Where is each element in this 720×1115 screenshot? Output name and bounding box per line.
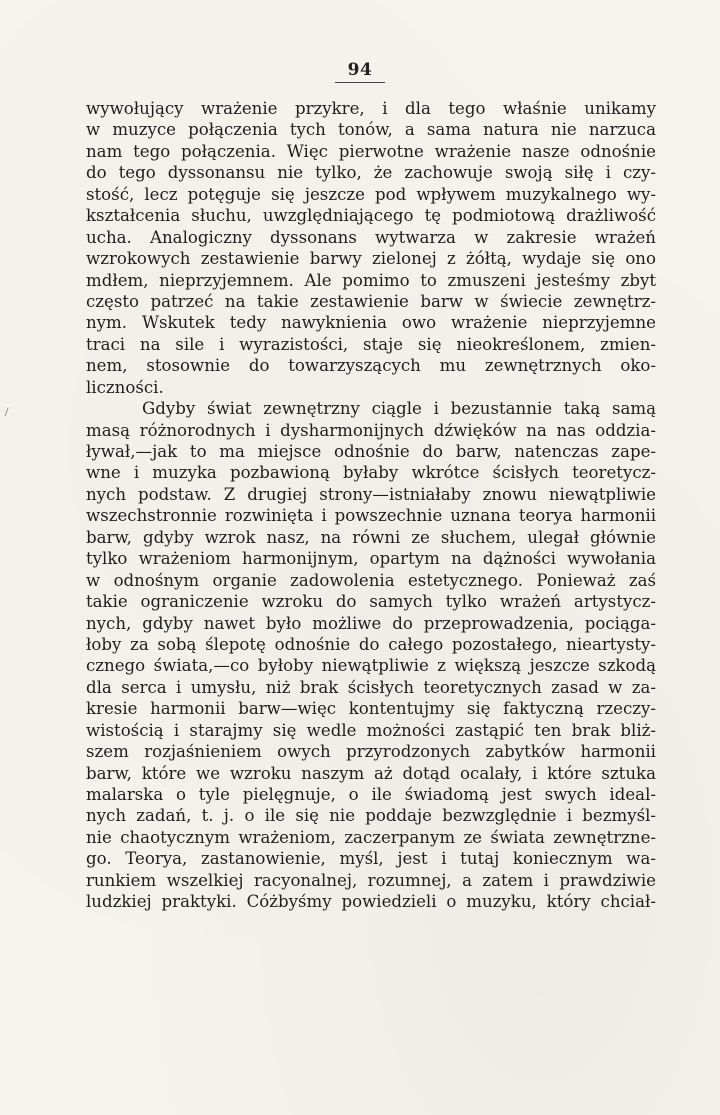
text-line: ludzkiej praktyki. Cóżbyśmy powiedzieli o muzyku, który chciał- bbox=[86, 892, 656, 912]
text-line: nam tego połączenia. Więc pierwotne wrażenie nasze odnośnie bbox=[86, 141, 656, 161]
text-line: wywołujący wrażenie przykre, i dla tego właśnie unikamy bbox=[86, 99, 656, 118]
text-line: w muzyce połączenia tych tonów, a sama natura nie narzuca bbox=[86, 120, 656, 140]
text-line: mdłem, nieprzyjemnem. Ale pomimo to zmuszeni jesteśmy zbyt bbox=[86, 270, 656, 290]
text-line: barw, które we wzroku naszym aż dotąd ocalały, i które sztuka bbox=[86, 763, 656, 783]
text-line: stość, lecz potęguje się jeszcze pod wpływem muzykalnego wy- bbox=[86, 184, 656, 204]
text-line: ływał,—jak to ma miejsce odnośnie do barw, natenczas zape- bbox=[86, 442, 656, 461]
text-line: traci na sile i wyrazistości, staje się nieokreślonem, zmien- bbox=[86, 334, 656, 354]
text-line: w odnośnym organie zadowolenia estetycznego. Ponieważ zaś bbox=[86, 570, 656, 590]
body-text bbox=[86, 98, 656, 913]
text-line: często patrzeć na takie zestawienie barw w świecie zewnętrz- bbox=[86, 291, 656, 311]
text-line: tylko wrażeniom harmonijnym, opartym na dążności wywołania bbox=[86, 549, 656, 569]
paragraph-1 bbox=[86, 98, 656, 398]
text-line: liczności. bbox=[86, 377, 164, 397]
margin-mark bbox=[5, 407, 13, 417]
text-line: runkiem wszelkiej racyonalnej, rozumnej, a zatem i prawdziwie bbox=[86, 870, 656, 890]
text-line: nie chaotycznym wrażeniom, zaczerpanym ze świata zewnętrzne- bbox=[86, 827, 656, 847]
text-line: masą różnorodnych i dysharmonijnych dźwięków na nas oddzia- bbox=[86, 420, 656, 440]
text-line: barw, gdyby wzrok nasz, na równi ze słuchem, ulegał głównie bbox=[86, 527, 656, 547]
text-line: kształcenia słuchu, uwzględniającego tę podmiotową drażliwość bbox=[86, 206, 656, 226]
text-line: malarska o tyle pielęgnuje, o ile świadomą jest swych ideal- bbox=[86, 785, 656, 804]
text-line: szem rozjaśnieniem owych przyrodzonych zabytków harmonii bbox=[86, 742, 656, 762]
text-line: nych zadań, t. j. o ile się nie poddaje bezwzględnie i bezmyśl- bbox=[86, 806, 656, 826]
page-number: 94 bbox=[347, 60, 373, 80]
text-line: wistością i starajmy się wedle możności zastąpić ten brak bliż- bbox=[86, 720, 656, 740]
text-line: Gdyby świat zewnętrzny ciągle i bezustannie taką samą bbox=[142, 399, 656, 419]
text-line: łoby za sobą ślepotę odnośnie do całego pozostałego, nieartysty- bbox=[86, 634, 656, 654]
text-line: nym. Wskutek tedy nawyknienia owo wrażenie nieprzyjemne bbox=[86, 313, 656, 333]
text-line: go. Teorya, zastanowienie, myśl, jest i tutaj koniecznym wa- bbox=[86, 849, 656, 869]
text-line: nych, gdyby nawet było możliwe do przeprowadzenia, pociąga- bbox=[86, 613, 656, 633]
page-number-rule bbox=[335, 82, 385, 83]
text-line: kresie harmonii barw—więc kontentujmy się faktyczną rzeczy- bbox=[86, 699, 656, 719]
text-line: nych podstaw. Z drugiej strony—istniałaby znowu niewątpliwie bbox=[86, 484, 656, 504]
text-line: wne i muzyka pozbawioną byłaby wkrótce ścisłych teoretycz- bbox=[86, 463, 656, 483]
paragraph-2 bbox=[86, 398, 656, 913]
text-line: takie ograniczenie wzroku do samych tylko wrażeń artystycz- bbox=[86, 592, 656, 612]
text-line: do tego dyssonansu nie tylko, że zachowuje swoją siłę i czy- bbox=[86, 163, 656, 183]
text-line: wszechstronnie rozwinięta i powszechnie uznana teorya harmonii bbox=[86, 506, 656, 526]
text-line: ucha. Analogiczny dyssonans wytwarza w zakresie wrażeń bbox=[86, 227, 656, 247]
text-line: wzrokowych zestawienie barwy zielonej z żółtą, wydaje się ono bbox=[86, 249, 656, 269]
text-line: cznego świata,—co byłoby niewątpliwie z większą jeszcze szkodą bbox=[86, 656, 656, 676]
text-line: nem, stosownie do towarzyszących mu zewnętrznych oko- bbox=[86, 356, 656, 376]
text-line: dla serca i umysłu, niż brak ścisłych teoretycznych zasad w za- bbox=[86, 677, 656, 697]
